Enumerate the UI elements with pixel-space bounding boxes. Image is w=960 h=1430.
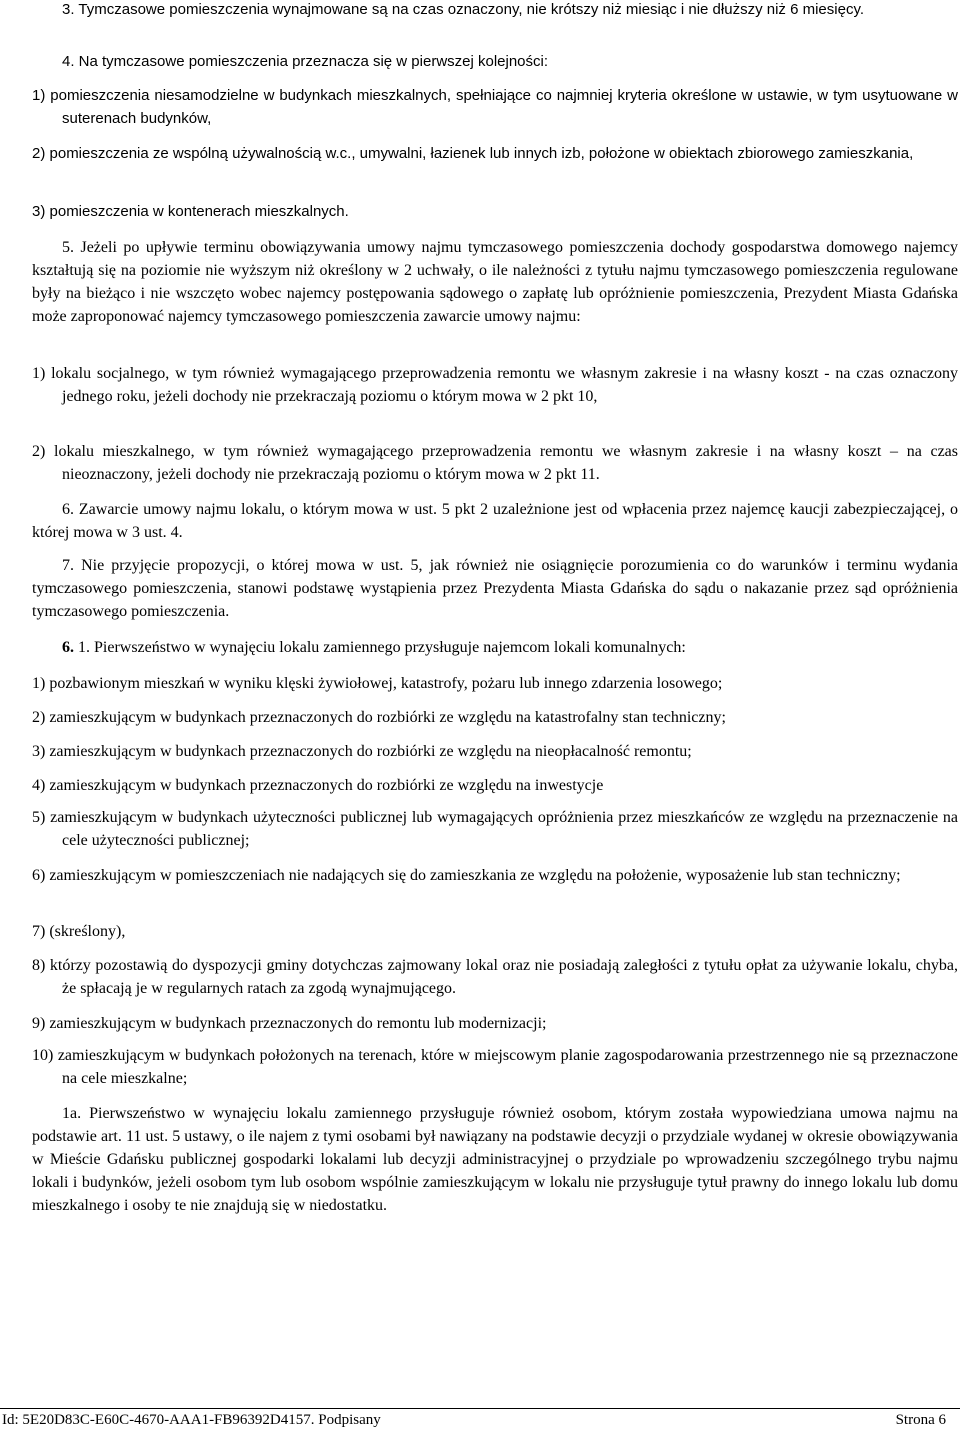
- item-3-temporary-rental: [62, 0, 958, 21]
- section-6-heading: 6.: [62, 639, 74, 656]
- section-6-point-3: [32, 740, 958, 763]
- text: 6. Zawarcie umowy najmu lokalu, o którym mowa w ust. 5 pkt 2 uzależnione jest od wpłacenia przez najemcę kaucji zabezpieczającej, o której mowa w 3 ust. 4.: [32, 501, 958, 541]
- text: 7. Nie przyjęcie propozycji, o której mowa w ust. 5, jak również nie osiągnięcie porozumienia co do warunków i terminu wydania tymczasowego pomieszczenia, stanowi podstawę wystąpienia przez Prezydenta Miasta Gdańska do sądu o nakazanie przez sąd opróżnienia tymczasowego pomieszczenia.: [32, 557, 958, 620]
- item-4-point-1: [32, 84, 958, 130]
- section-6-point-8: [32, 954, 958, 1000]
- text: 1. Pierwszeństwo w wynajęciu lokalu zamiennego przysługuje najemcom lokali komunalnych:: [74, 639, 686, 656]
- section-6-point-2: [32, 706, 958, 729]
- item-4-allocation: [62, 50, 958, 73]
- text: 3) zamieszkującym w budynkach przeznaczonych do rozbiórki ze względu na nieopłacalność remontu;: [32, 743, 692, 760]
- text: 1a. Pierwszeństwo w wynajęciu lokalu zamiennego przysługuje również osobom, którym została wypowiedziana umowa najmu na podstawie art. 11 ust. 5 ustawy, o ile najem z tymi osobami był nawiązany na podstawie decyzji o przydziale wydanej w okresie obowiązywania w Mieście Gdańsku publicznej gospodarki lokalami lub decyzji administracyjnej o przydziale po wprowadzeniu szczególnego trybu najmu lokali i budynków, jeżeli osobom tym lub osobom wspólnie zamieszkującym w lokalu nie przysługuje tytuł prawny do innego lokalu lub domu mieszkalnego i osoby te nie znajdują się w niedostatku.: [32, 1105, 958, 1214]
- text: 2) pomieszczenia ze wspólną używalnością w.c., umywalni, łazienek lub innych izb, położone w obiektach zbiorowego zamieszkania,: [32, 145, 914, 162]
- text: 10) zamieszkującym w budynkach położonych na terenach, które w miejscowym planie zagospodarowania przestrzennego nie są przeznaczone na cele mieszkalne;: [32, 1047, 958, 1087]
- text: 4. Na tymczasowe pomieszczenia przeznacza się w pierwszej kolejności:: [62, 53, 549, 70]
- section-6-point-9: [32, 1012, 958, 1035]
- item-5-point-1: [32, 362, 958, 408]
- text: 7) (skreślony),: [32, 923, 126, 940]
- text: 6) zamieszkującym w pomieszczeniach nie nadających się do zamieszkania ze względu na położenie, wyposażenie lub stan techniczny;: [32, 867, 901, 884]
- section-6-point-10: [32, 1044, 958, 1090]
- item-6-paragraph: [32, 498, 958, 544]
- section-6-point-4: [32, 774, 958, 797]
- text: 1) pozbawionym mieszkań w wyniku klęski żywiołowej, katastrofy, pożaru lub innego zdarzenia losowego;: [32, 675, 723, 692]
- text: 5. Jeżeli po upływie terminu obowiązywania umowy najmu tymczasowego pomieszczenia dochody gospodarstwa domowego najemcy kształtują się na poziomie nie wyższym niż określony w 2 uchwały, o ile należności z tytułu najmu tymczasowego pomieszczenia regulowane były na bieżąco i nie wszczęto wobec najemcy postępowania sądowego o zapłatę lub opróżnienie pomieszczenia, Prezydent Miasta Gdańska może zaproponować najemcy tymczasowego pomieszczenia zawarcie umowy najmu:: [32, 239, 958, 325]
- section-6-point-7: [32, 920, 958, 943]
- section-6-point-6: [32, 864, 958, 887]
- section-6-paragraph-1a: [32, 1102, 958, 1217]
- text: 1) lokalu socjalnego, w tym również wymagającego przeprowadzenia remontu we własnym zakresie i na własny koszt - na czas oznaczony jednego roku, jeżeli dochody nie przekraczają poziomu o którym mowa w 2 pkt 10,: [32, 365, 958, 405]
- text: 2) lokalu mieszkalnego, w tym również wymagającego przeprowadzenia remontu we własnym zakresie i na własny koszt – na czas nieoznaczony, jeżeli dochody nie przekraczają poziomu o którym mowa w 2 pkt 11.: [32, 443, 958, 483]
- text: 4) zamieszkującym w budynkach przeznaczonych do rozbiórki ze względu na inwestycje: [32, 777, 604, 794]
- text: 3) pomieszczenia w kontenerach mieszkalnych.: [32, 203, 349, 220]
- page-number: Strona 6: [895, 1412, 946, 1428]
- text: 8) którzy pozostawią do dyspozycji gminy dotychczas zajmowany lokal oraz nie posiadają zaległości z tytułu opłat za używanie lokalu, chyba, że spłacają je w regularnych ratach za zgodą wynajmującego.: [32, 957, 958, 997]
- text: 9) zamieszkującym w budynkach przeznaczonych do remontu lub modernizacji;: [32, 1015, 547, 1032]
- item-4-point-2: [32, 142, 958, 165]
- item-5-point-2: [32, 440, 958, 486]
- document-id: Id: 5E20D83C-E60C-4670-AAA1-FB96392D4157. Podpisany: [2, 1412, 381, 1428]
- text: 5) zamieszkującym w budynkach użyteczności publicznej lub wymagających opróżnienia przez mieszkańców ze względu na przeznaczenie na cele użyteczności publicznej;: [32, 809, 958, 849]
- section-6-intro: [32, 636, 958, 659]
- text: 2) zamieszkującym w budynkach przeznaczonych do rozbiórki ze względu na katastrofalny stan techniczny;: [32, 709, 726, 726]
- page-footer: [0, 1408, 960, 1429]
- text: 1) pomieszczenia niesamodzielne w budynkach mieszkalnych, spełniające co najmniej kryteria określone w ustawie, w tym usytuowane w suterenach budynków,: [32, 87, 958, 127]
- item-5-paragraph: [32, 236, 958, 328]
- text: 3. Tymczasowe pomieszczenia wynajmowane są na czas oznaczony, nie krótszy niż miesiąc i nie dłuższy niż 6 miesięcy.: [62, 1, 864, 18]
- item-7-paragraph: [32, 554, 958, 623]
- item-4-point-3: [32, 200, 958, 223]
- section-6-point-1: [32, 672, 958, 695]
- section-6-point-5: [32, 806, 958, 852]
